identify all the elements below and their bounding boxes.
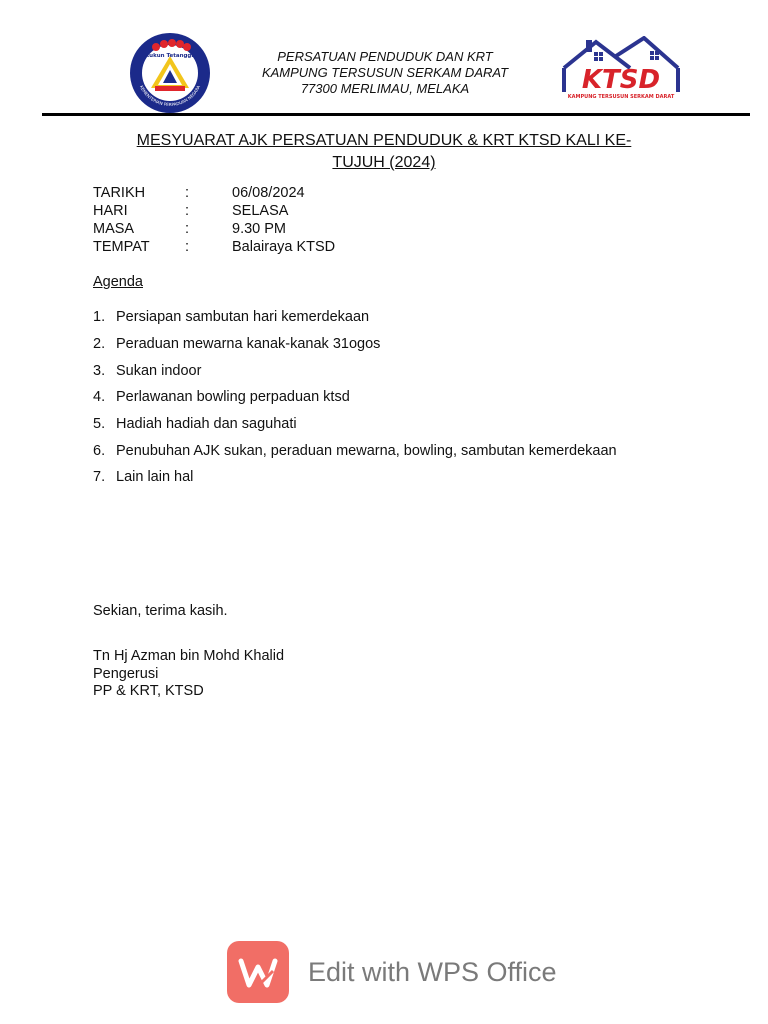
meta-label-hari: HARI: [93, 203, 128, 219]
agenda-item: Persiapan sambutan hari kemerdekaan: [116, 309, 370, 325]
meta-colon: :: [185, 185, 190, 201]
meta-value-masa: 9.30 PM: [232, 221, 286, 237]
meta-label-tempat: TEMPAT: [93, 239, 150, 255]
wps-w-glyph: [227, 941, 289, 1003]
meeting-title-line2: TUJUH (2024): [332, 154, 436, 171]
meta-value-tempat: Balairaya KTSD: [232, 239, 336, 255]
agenda-item-number: 6.: [93, 443, 106, 459]
logo-top-text: Rukun Tetangga: [144, 53, 196, 59]
agenda-item-number: 4.: [93, 389, 106, 405]
meta-value-hari: SELASA: [232, 203, 289, 219]
agenda-item-number: 2.: [93, 336, 106, 352]
ktsd-logo-text: KTSD: [581, 65, 661, 95]
closing-thanks: Sekian, terima kasih.: [93, 603, 228, 619]
logo-ring-text: KEMENTERIAN PERPADUAN NEGARA: [138, 84, 202, 108]
meta-label-tarikh: TARIKH: [93, 185, 146, 201]
agenda-item: Sukan indoor: [116, 363, 202, 379]
agenda-item: Perlawanan bowling perpaduan ktsd: [116, 389, 350, 405]
org-name-line1: PERSATUAN PENDUDUK DAN KRT: [277, 49, 493, 64]
agenda-item: Peraduan mewarna kanak-kanak 31ogos: [116, 336, 381, 352]
rukun-tetangga-logo: [129, 32, 211, 114]
agenda-item-number: 7.: [93, 469, 106, 485]
meta-colon: :: [185, 203, 190, 219]
agenda-item-number: 5.: [93, 416, 106, 432]
meta-value-tarikh: 06/08/2024: [232, 185, 305, 201]
wps-edit-link[interactable]: Edit with WPS Office: [308, 957, 557, 987]
header-divider: [42, 113, 750, 116]
agenda-heading: Agenda: [93, 274, 143, 290]
ktsd-logo: [560, 36, 682, 102]
agenda-item-number: 3.: [93, 363, 106, 379]
meta-label-masa: MASA: [93, 221, 135, 237]
agenda-item: Hadiah hadiah dan saguhati: [116, 416, 297, 432]
signatory-org: PP & KRT, KTSD: [93, 683, 204, 699]
meta-colon: :: [185, 221, 190, 237]
signatory-role: Pengerusi: [93, 666, 159, 682]
org-name-line2: KAMPUNG TERSUSUN SERKAM DARAT: [261, 65, 509, 80]
agenda-item-number: 1.: [93, 309, 106, 325]
wps-office-icon[interactable]: [227, 941, 289, 1003]
meta-colon: :: [185, 239, 190, 255]
meeting-title-line1: MESYUARAT AJK PERSATUAN PENDUDUK & KRT KTSD KALI KE-: [136, 132, 632, 149]
agenda-item: Penubuhan AJK sukan, peraduan mewarna, bowling, sambutan kemerdekaan: [116, 443, 617, 459]
signatory-name: Tn Hj Azman bin Mohd Khalid: [93, 648, 285, 664]
ktsd-logo-subtext: KAMPUNG TERSUSUN SERKAM DARAT: [567, 94, 675, 100]
org-address: 77300 MERLIMAU, MELAKA: [300, 81, 470, 96]
agenda-item: Lain lain hal: [116, 469, 194, 485]
